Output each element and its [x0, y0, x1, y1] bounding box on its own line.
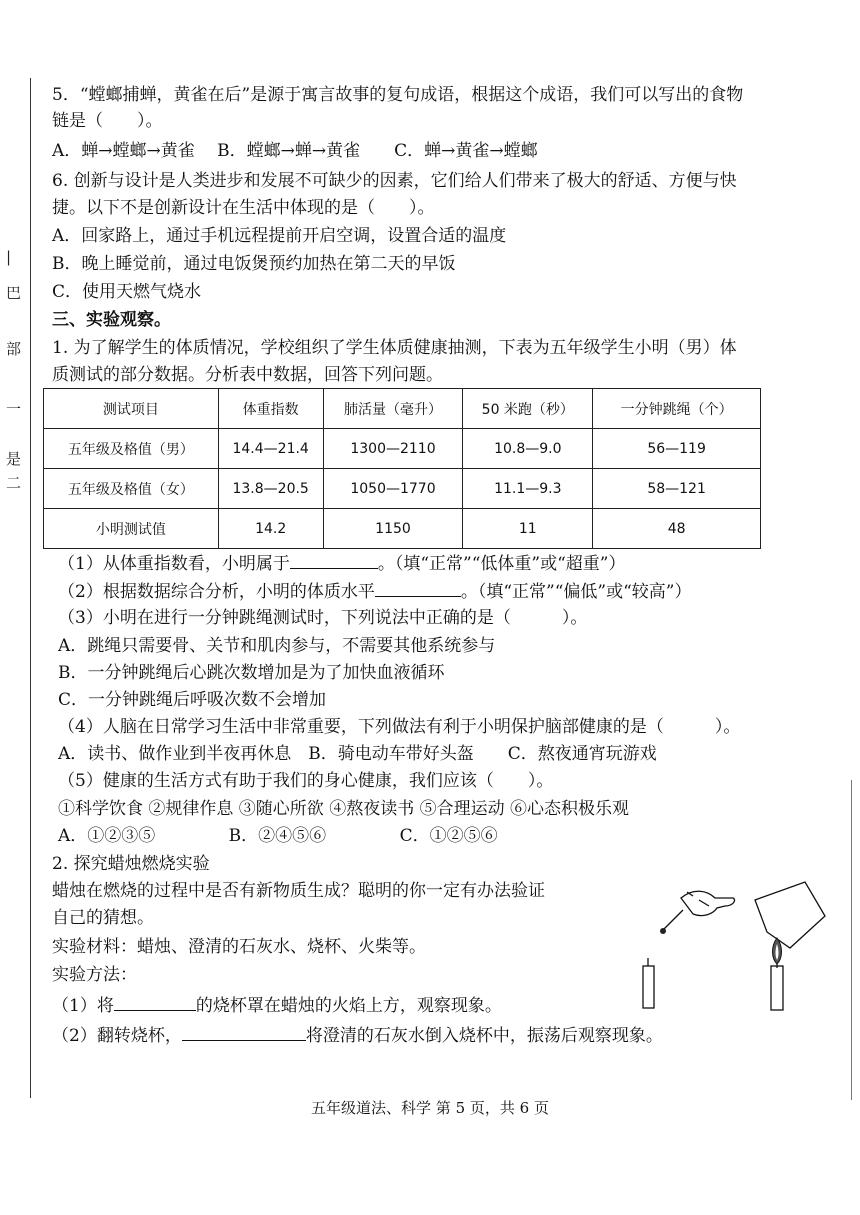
- q2-title: 2. 探究蜡烛燃烧实验: [52, 854, 210, 874]
- header-cell: 体重指数: [218, 389, 323, 429]
- q5-stem-line2: 链是（ ）。: [52, 111, 163, 131]
- answer-blank[interactable]: [114, 992, 196, 1011]
- q5-options: A．蝉→螳螂→黄雀 B．螳螂→蝉→黄雀 C．蝉→黄雀→螳螂: [52, 141, 538, 161]
- q1-sub5-items: ①科学饮食 ②规律作息 ③随心所欲 ④熬夜读书 ⑤合理运动 ⑥心态积极乐观: [58, 799, 630, 819]
- q1-sub3-option-c: C．一分钟跳绳后呼吸次数不会增加: [58, 690, 327, 710]
- binding-mark: 是: [6, 450, 22, 468]
- q5-stem-line1: 5．“螳螂捕蝉，黄雀在后”是源于寓言故事的复句成语，根据这个成语，我们可以写出的食物: [52, 85, 744, 105]
- table-cell: 10.8—9.0: [463, 429, 593, 469]
- q1-sub2: [58, 578, 691, 605]
- table-cell: 小明测试值: [44, 509, 219, 549]
- header-cell: 肺活量（毫升）: [323, 389, 463, 429]
- table-cell: 13.8—20.5: [218, 469, 323, 509]
- table-cell: 11: [463, 509, 593, 549]
- margin-rule: [30, 78, 31, 1098]
- q1-sub1: [58, 550, 625, 577]
- table-cell: 1150: [323, 509, 463, 549]
- table-header-row: [44, 389, 761, 429]
- q1-sub3-option-b: B．一分钟跳绳后心跳次数增加是为了加快血液循环: [58, 663, 445, 683]
- table-row: [44, 429, 761, 469]
- q6-stem-line2: 捷。以下不是创新设计在生活中体现的是（ ）。: [52, 198, 435, 218]
- q2-step2-rest: 将澄清的石灰水倒入烧杯中，振荡后观察现象。: [305, 1026, 663, 1046]
- answer-blank[interactable]: [182, 1022, 306, 1041]
- table-cell: 14.4—21.4: [218, 429, 323, 469]
- binding-mark: |: [6, 248, 12, 266]
- binding-mark: 巴: [6, 284, 22, 302]
- q1-sub2-hint: 。（填“正常”“偏低”或“较高”）: [460, 582, 692, 602]
- page-footer: 五年级道法、科学 第 5 页，共 6 页: [311, 1099, 549, 1117]
- table-cell: 58—121: [593, 469, 761, 509]
- table-row: [44, 469, 761, 509]
- q1-intro-line2: 质测试的部分数据。分析表中数据，回答下列问题。: [52, 365, 443, 385]
- table-cell: 1300—2110: [323, 429, 463, 469]
- q2-step2: [52, 1022, 663, 1049]
- candle-left: [643, 958, 654, 1008]
- answer-blank[interactable]: [375, 578, 461, 597]
- match-head: [660, 928, 666, 934]
- q2-intro-line1: 蜡烛在燃烧的过程中是否有新物质生成？聪明的你一定有办法验证: [52, 881, 545, 901]
- header-cell: 测试项目: [44, 389, 219, 429]
- q1-sub4-options: A．读书、做作业到半夜再休息 B．骑电动车带好头盔 C．熬夜通宵玩游戏: [58, 744, 657, 764]
- header-cell: 一分钟跳绳（个）: [593, 389, 761, 429]
- q2-method: 实验方法：: [52, 965, 137, 985]
- q1-sub1-text: （1）从体重指数看，小明属于: [58, 554, 290, 574]
- candle-experiment-illustration: [625, 880, 840, 1020]
- q6-option-a: A．回家路上，通过手机远程提前开启空调，设置合适的温度: [52, 226, 507, 246]
- header-cell: 50 米跑（秒）: [463, 389, 593, 429]
- q1-sub1-hint: 。（填“正常”“低体重”或“超重”）: [377, 554, 626, 574]
- q1-sub3: （3）小明在进行一分钟跳绳测试时，下列说法中正确的是（ ）。: [58, 608, 588, 628]
- fitness-data-table: [43, 388, 761, 549]
- candle-right-with-flame: [771, 938, 783, 1010]
- q1-intro-line1: 1. 为了解学生的体质情况，学校组织了学生体质健康抽测，下表为五年级学生小明（男）体: [52, 338, 737, 358]
- table-row: [44, 509, 761, 549]
- hand-with-match: [663, 891, 735, 930]
- q6-stem-line1: 6. 创新与设计是人类进步和发展不可缺少的因素，它们给人们带来了极大的舒适、方便与快: [52, 171, 737, 191]
- q6-option-c: C．使用天燃气烧水: [52, 282, 202, 302]
- table-cell: 56—119: [593, 429, 761, 469]
- table-cell: 五年级及格值（女）: [44, 469, 219, 509]
- section-title: 三、实验观察。: [52, 310, 171, 330]
- q2-intro-line2: 自己的猜想。: [52, 908, 154, 928]
- q6-option-b: B．晚上睡觉前，通过电饭煲预约加热在第二天的早饭: [52, 254, 456, 274]
- scan-edge: [851, 780, 852, 1100]
- q1-sub4: （4）人脑在日常学习生活中非常重要，下列做法有利于小明保护脑部健康的是（ ）。: [58, 717, 741, 737]
- q1-sub3-option-a: A．跳绳只需要骨、关节和肌肉参与，不需要其他系统参与: [58, 636, 496, 656]
- table-cell: 48: [593, 509, 761, 549]
- q1-sub5: （5）健康的生活方式有助于我们的身心健康，我们应该（ ）。: [58, 771, 554, 791]
- binding-mark: 一: [6, 400, 22, 418]
- q1-sub5-options: A．①②③⑤ B．②④⑤⑥ C．①②⑤⑥: [58, 826, 498, 846]
- table-cell: 14.2: [218, 509, 323, 549]
- q1-sub2-text: （2）根据数据综合分析，小明的体质水平: [58, 582, 375, 602]
- beaker: [755, 882, 825, 948]
- answer-blank[interactable]: [290, 550, 378, 569]
- table-cell: 1050—1770: [323, 469, 463, 509]
- binding-mark: 二: [6, 474, 22, 492]
- q2-step1: [52, 992, 502, 1019]
- table-cell: 11.1—9.3: [463, 469, 593, 509]
- table-cell: 五年级及格值（男）: [44, 429, 219, 469]
- q2-step1-rest: 的烧杯罩在蜡烛的火焰上方，观察现象。: [195, 996, 502, 1016]
- q2-materials: 实验材料：蜡烛、澄清的石灰水、烧杯、火柴等。: [52, 937, 426, 957]
- q2-step1-text: （1）将: [52, 996, 114, 1016]
- binding-mark: 部: [6, 340, 22, 358]
- q2-step2-text: （2）翻转烧杯，: [52, 1026, 182, 1046]
